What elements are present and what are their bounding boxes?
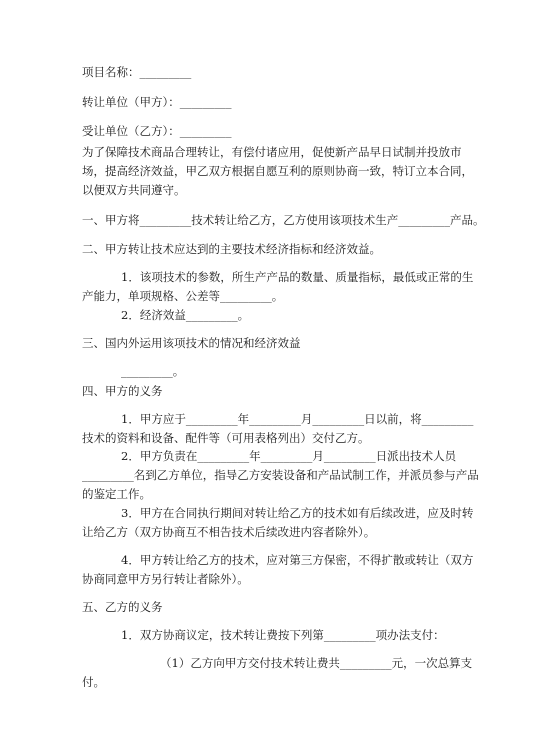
article-5-title: 五、乙方的义务 [82,600,163,614]
preamble-line-1: 为了保障技术商品合理转让，有偿付诸应用，促使新产品早日试制并投放市 [82,145,462,159]
article-4-item-2-line-1: 2．甲方负责在_________年_________月_________日派出技术人员 [121,449,457,463]
article-5-sub-1-line-1: （1）乙方向甲方交付技术转让费共_________元，一次总算支 [160,656,473,670]
article-4-item-3-line-1: 3．甲方在合同执行期间对转让给乙方的技术如有后续改进，应及时转 [121,506,474,520]
article-3-title: 三、国内外运用该项技术的情况和经济效益 [82,336,301,350]
article-2-item-1-line-1: 1．该项技术的参数，所生产产品的数量、质量指标，最低或正常的生 [121,270,474,284]
article-2-title: 二、甲方转让技术应达到的主要技术经济指标和经济效益。 [82,242,381,256]
article-4-item-2-line-3: 的鉴定工作。 [82,487,151,501]
article-5-item-1: 1．双方协商议定，技术转让费按下列第_________项办法支付： [121,628,445,642]
article-3-blank: _________。 [121,364,185,378]
article-5-sub-1-line-2: 付。 [82,675,105,689]
article-4-item-3-line-2: 让给乙方（双方协商互不相告技术后续改进内容者除外）。 [82,525,376,539]
project-name-field: 项目名称：_________ [82,65,192,79]
preamble-line-2: 场，提高经济效益，甲乙双方根据自愿互利的原则协商一致，特订立本合同， [82,164,473,178]
transferor-field: 转让单位（甲方）：_________ [82,95,232,109]
article-4-title: 四、甲方的义务 [82,384,163,398]
article-4-item-2-line-2: _________名到乙方单位，指导乙方安装设备和产品试制工作，并派员参与产品 [82,468,479,482]
article-4-item-1-line-1: 1．甲方应于_________年_________月_________日以前，将_________ [121,412,474,426]
article-4-item-4-line-1: 4．甲方转让给乙方的技术，应对第三方保密，不得扩散或转让（双方 [121,553,474,567]
article-1: 一、甲方将_________技术转让给乙方，乙方使用该项技术生产_________产品。 [82,213,485,227]
transferee-field: 受让单位（乙方）：_________ [82,124,232,138]
article-4-item-1-line-2: 技术的资料和设备、配件等（可用表格列出）交付乙方。 [82,431,370,445]
article-4-item-4-line-2: 协商同意甲方另行转让者除外）。 [82,572,249,586]
article-2-item-2: 2．经济效益_________。 [121,308,250,322]
article-2-item-1-line-2: 产能力，单项规格、公差等_________。 [82,289,284,303]
preamble-line-3: 以便双方共同遵守。 [82,183,186,197]
